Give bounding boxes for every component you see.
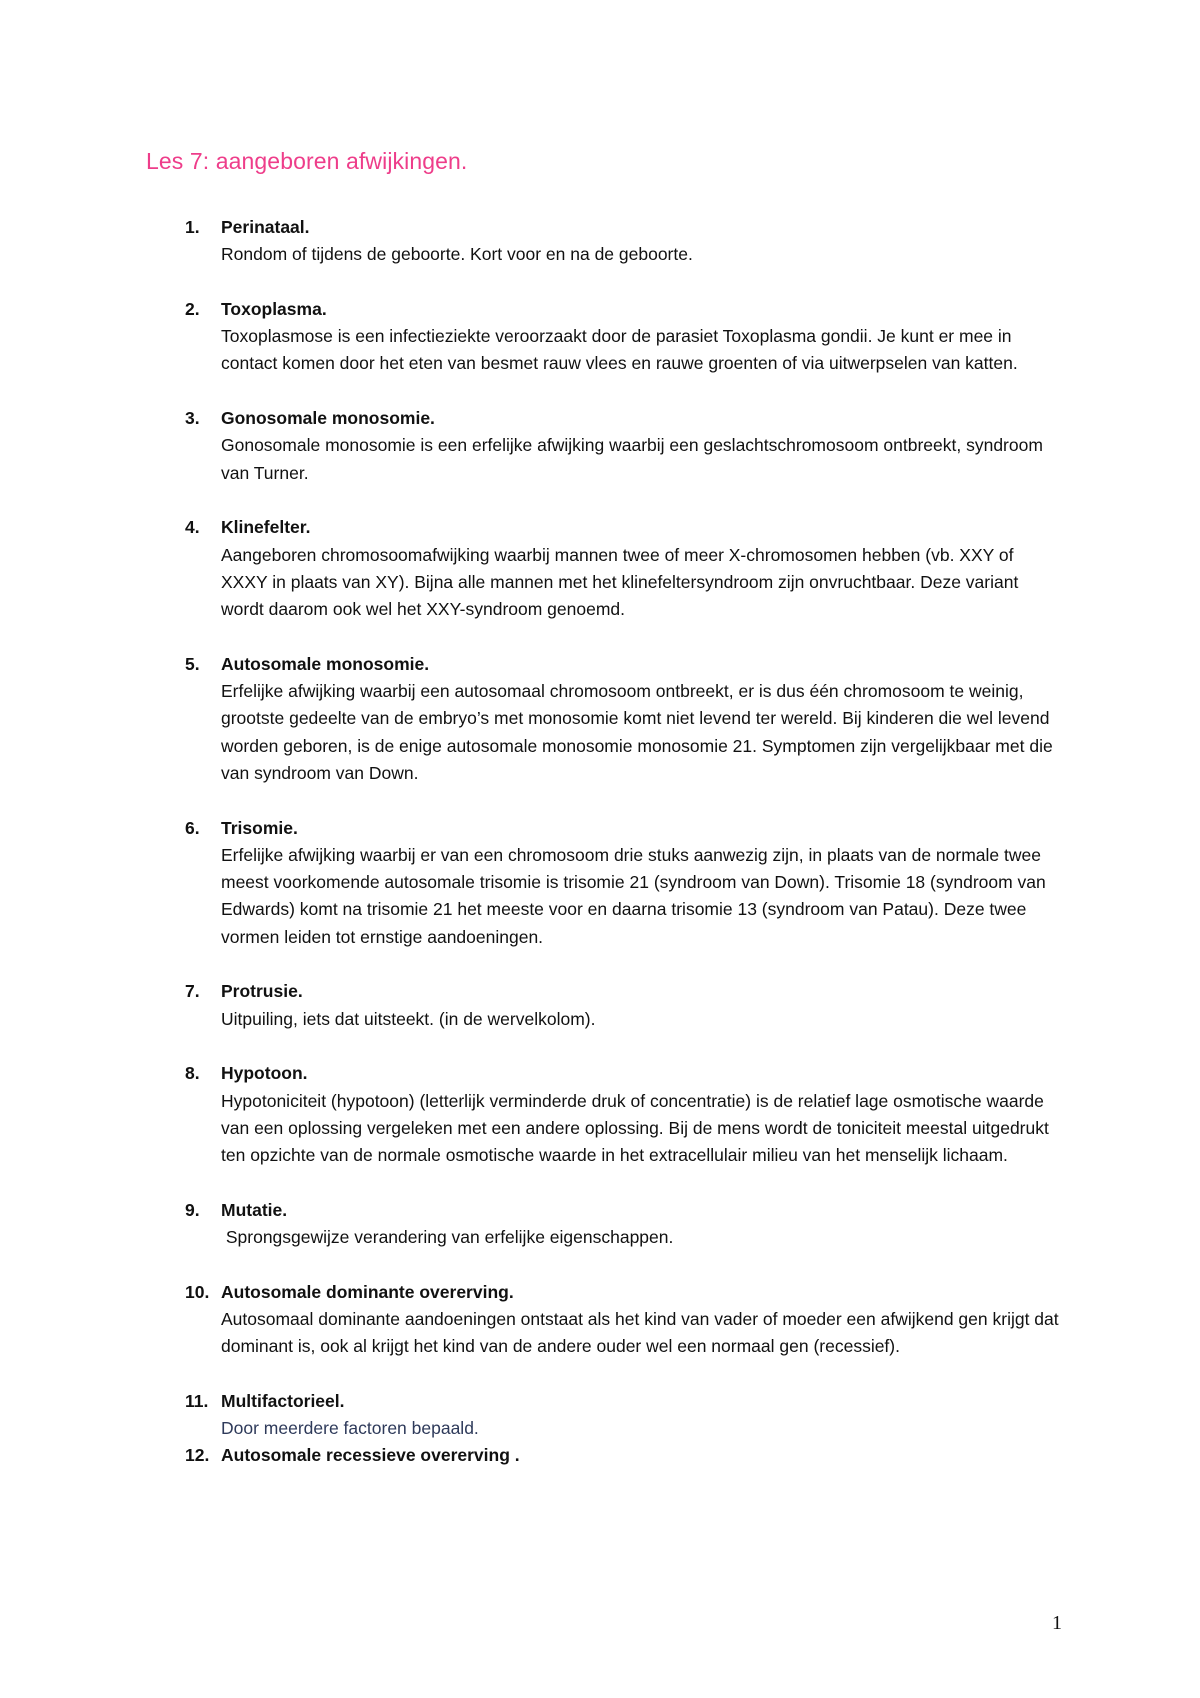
definition-list [0, 214, 1200, 1470]
list-item [0, 815, 1061, 951]
item-number: 4. [185, 517, 200, 538]
list-item [0, 1197, 1061, 1252]
item-number: 1. [185, 217, 200, 237]
item-number: 2. [185, 298, 200, 319]
item-number: 9. [185, 1199, 200, 1220]
item-number: 11. [185, 1390, 209, 1411]
item-definition: Uitpuiling, iets dat uitsteekt. (in de wervelkolom). [221, 1008, 596, 1029]
item-number: 12. [185, 1445, 210, 1466]
list-item [0, 296, 1061, 378]
item-term: Autosomale recessieve overerving . [221, 1445, 520, 1466]
item-term: Trisomie. [221, 817, 298, 838]
page-title: Les 7: aangeboren afwijkingen. [146, 148, 468, 174]
item-term: Klinefelter. [221, 517, 311, 538]
list-item [0, 1279, 1061, 1361]
item-definition: Erfelijke afwijking waarbij een autosomaal chromosoom ontbreekt, er is dus één chromosoom te weinig, grootste gedeelte van de embryo’s met monosomie komt niet levend ter wereld. Bij kinderen die wel levend worden geboren, is de enige autosomale monosomie monosomie 21. Symptomen zijn vergelijkbaar met die van syndroom van Down. [221, 681, 1053, 783]
item-definition: Autosomaal dominante aandoeningen ontstaat als het kind van vader of moeder een afwijkend gen krijgt dat dominant is, ook al krijgt het kind van de andere ouder wel een normaal gen (recessief). [221, 1308, 1059, 1357]
item-number: 5. [185, 653, 200, 674]
item-number: 7. [185, 981, 200, 1002]
item-term: Autosomale monosomie. [221, 653, 430, 674]
list-item [0, 405, 1061, 487]
item-number: 3. [185, 408, 200, 429]
page-number: 1 [1052, 1612, 1062, 1634]
item-term: Toxoplasma. [221, 298, 327, 319]
item-term: Perinataal. [221, 217, 310, 237]
item-definition: Sprongsgewijze verandering van erfelijke eigenschappen. [221, 1226, 674, 1247]
item-definition: Aangeboren chromosoomafwijking waarbij mannen twee of meer X-chromosomen hebben (vb. XXY of XXXY in plaats van XY). Bijna alle mannen met het klinefeltersyndroom zijn onvruchtbaar. Deze variant wordt daarom ook wel het XXY-syndroom genoemd. [221, 544, 1019, 620]
item-definition: Door meerdere factoren bepaald. [221, 1418, 479, 1439]
item-term: Hypotoon. [221, 1063, 308, 1084]
item-definition: Erfelijke afwijking waarbij er van een chromosoom drie stuks aanwezig zijn, in plaats van de normale twee meest voorkomende autosomale trisomie is trisomie 21 (syndroom van Down). Trisomie 18 (syndroom van Edwards) komt na trisomie 21 het meeste voor en daarna trisomie 13 (syndroom van Patau). Deze twee vormen leiden tot ernstige aandoeningen. [221, 844, 1046, 947]
item-number: 6. [185, 817, 200, 838]
item-term: Gonosomale monosomie. [221, 408, 435, 429]
list-item [0, 514, 1061, 623]
item-term: Multifactorieel. [221, 1390, 345, 1411]
list-item [0, 651, 1061, 787]
list-item [0, 1388, 1061, 1443]
item-number: 10. [185, 1281, 210, 1302]
item-term: Mutatie. [221, 1199, 288, 1220]
list-item [0, 1060, 1061, 1169]
item-term: Autosomale dominante overerving. [221, 1281, 514, 1302]
list-item [0, 978, 1061, 1033]
item-definition: Toxoplasmose is een infectieziekte veroorzaakt door de parasiet Toxoplasma gondii. Je kunt er mee in contact komen door het eten van besmet rauw vlees en rauwe groenten of via uitwerpselen van katten. [221, 326, 1018, 374]
list-item [0, 1442, 1061, 1469]
list-item [0, 214, 1061, 269]
item-definition: Hypotoniciteit (hypotoon) (letterlijk verminderde druk of concentratie) is de relatief lage osmotische waarde van een oplossing vergeleken met een andere oplossing. Bij de mens wordt de toniciteit meestal uitgedrukt ten opzichte van de normale osmotische waarde in het extracellulair milieu van het menselijk lichaam. [221, 1090, 1049, 1166]
item-number: 8. [185, 1063, 200, 1084]
item-term: Protrusie. [221, 981, 303, 1002]
item-definition: Rondom of tijdens de geboorte. Kort voor en na de geboorte. [221, 244, 693, 265]
item-definition: Gonosomale monosomie is een erfelijke afwijking waarbij een geslachtschromosoom ontbreekt, syndroom van Turner. [221, 435, 1043, 483]
